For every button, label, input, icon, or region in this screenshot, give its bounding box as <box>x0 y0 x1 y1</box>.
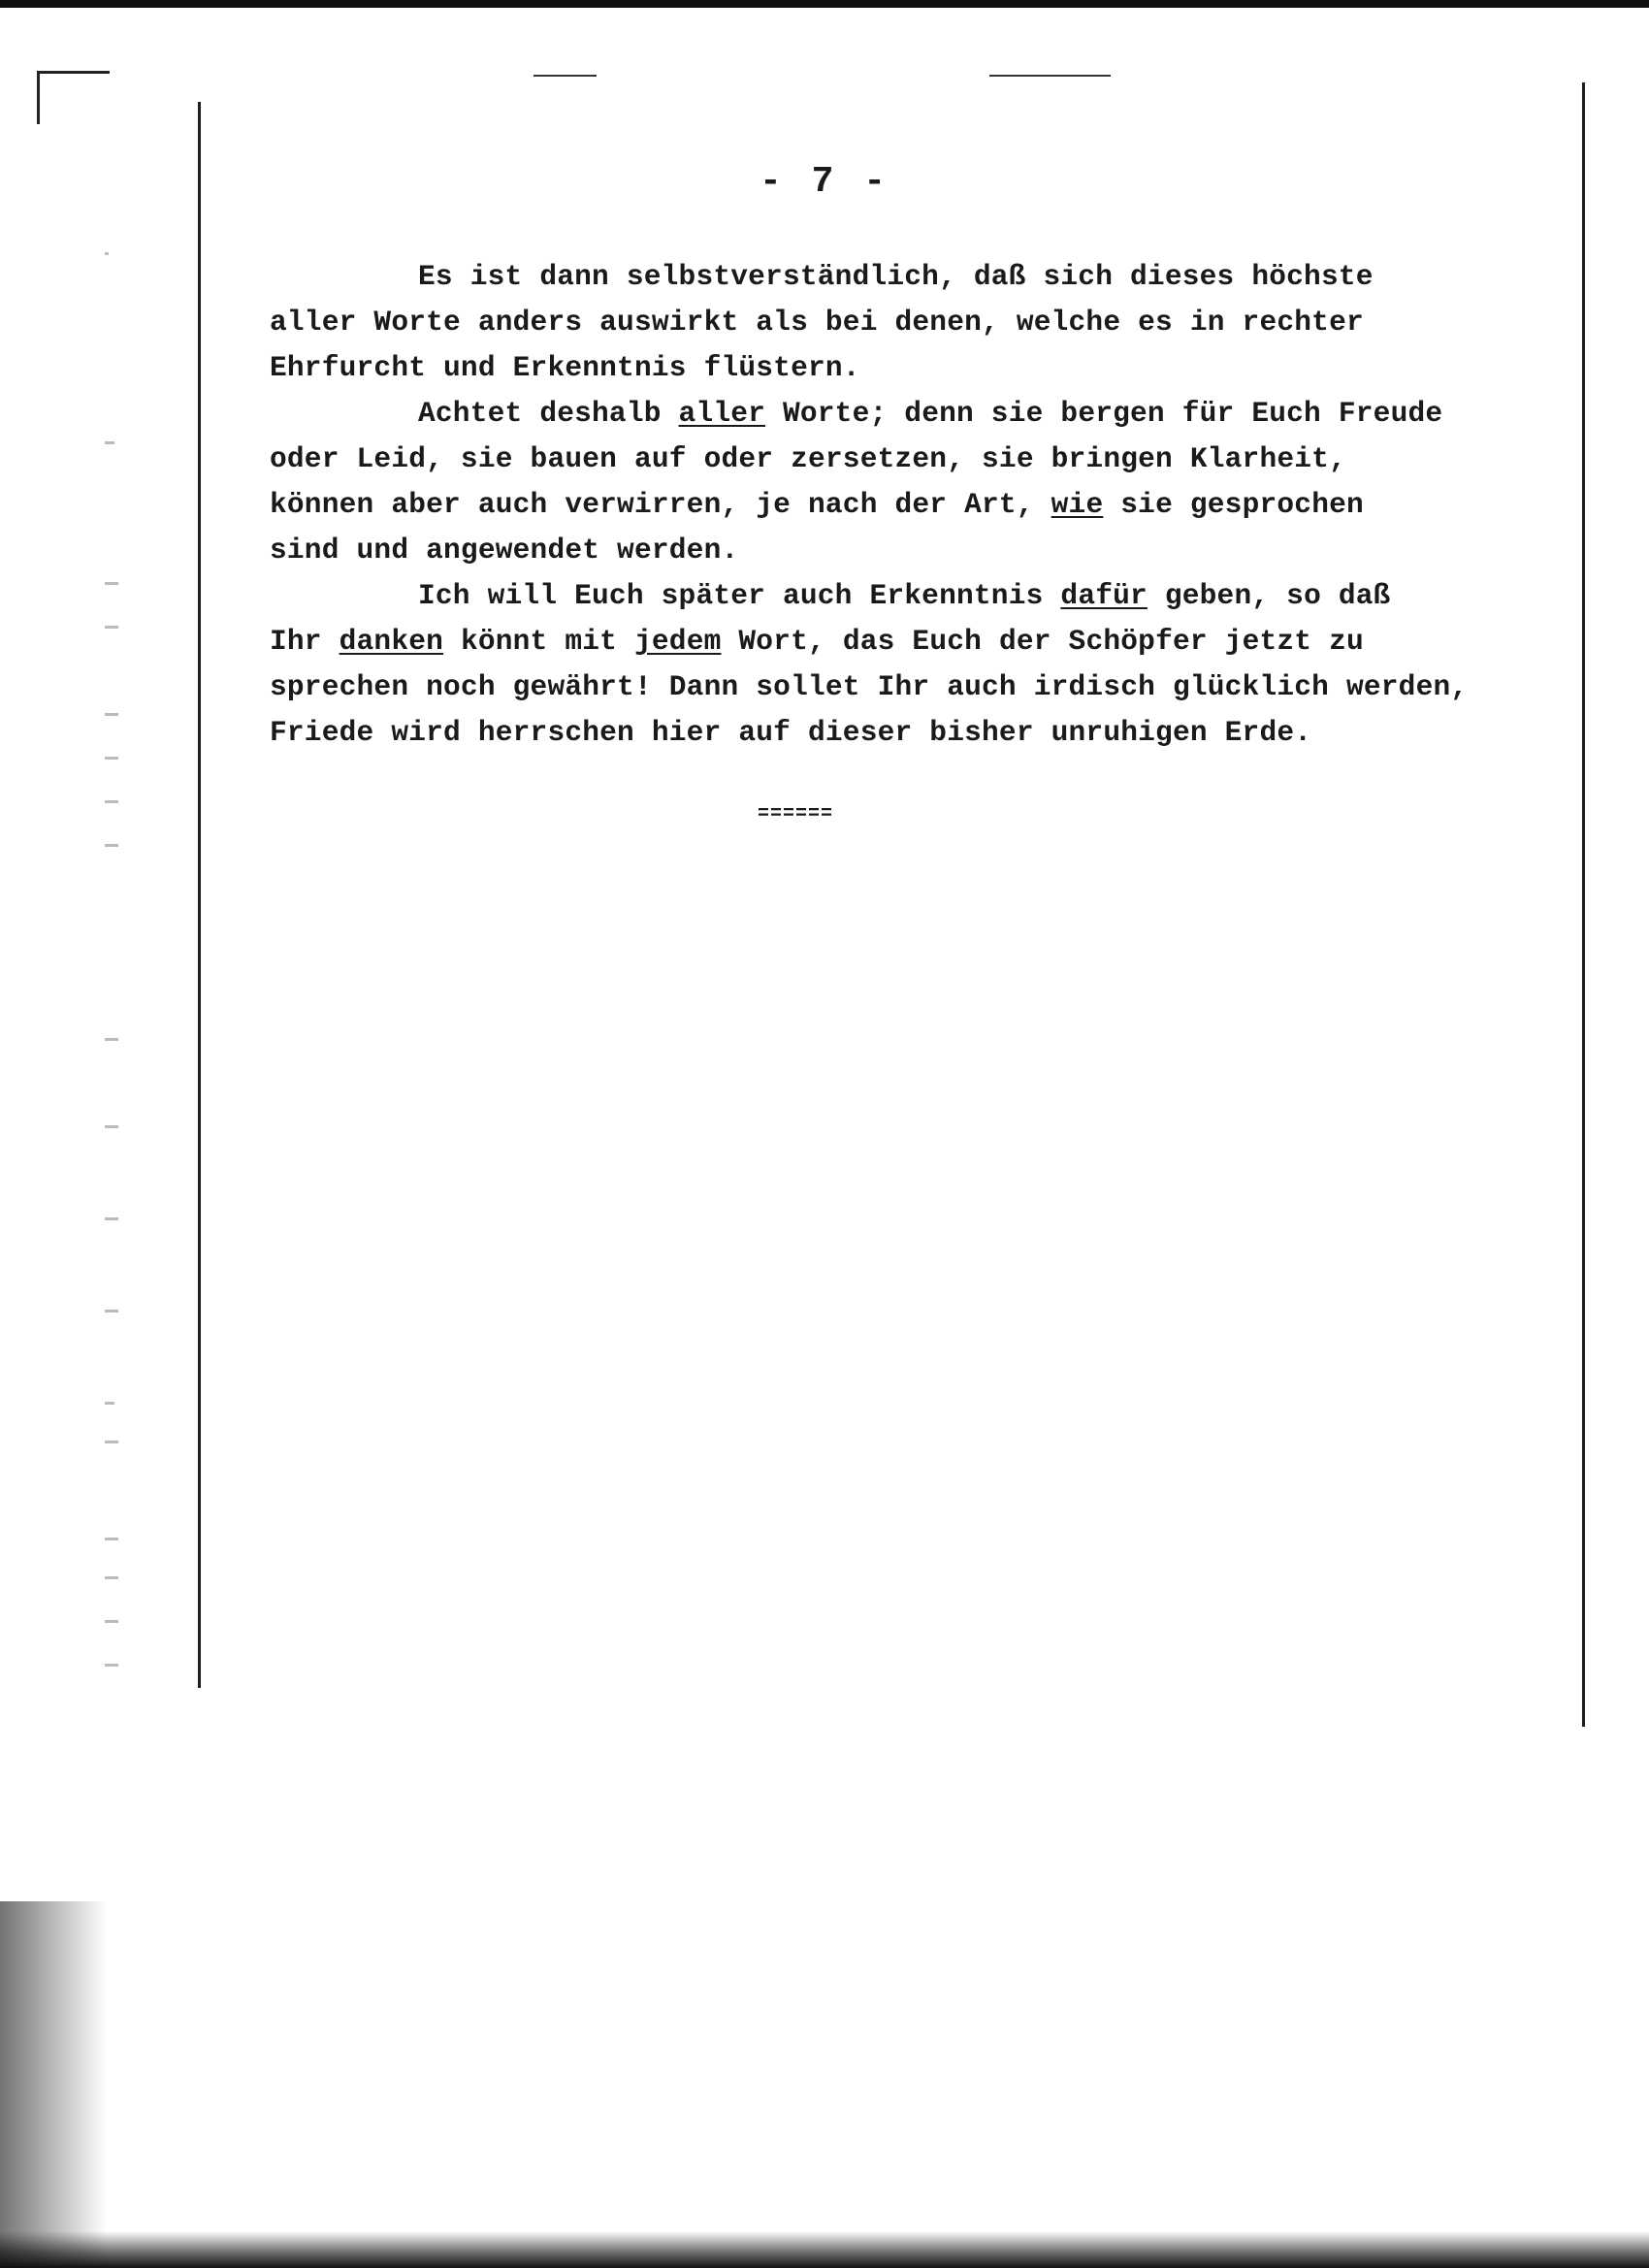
text-segment: Wort, das Euch der Schöpfer jetzt zu <box>721 625 1364 658</box>
text-line <box>270 619 1579 664</box>
text-segment: Ihr <box>270 625 340 658</box>
scan-shadow <box>0 1901 107 2268</box>
scan-top-edge <box>0 0 1649 8</box>
text-line <box>270 664 1579 710</box>
text-line <box>270 573 1579 619</box>
text-segment: Worte; denn sie bergen für Euch Freude <box>765 397 1443 430</box>
text-line <box>270 710 1579 756</box>
text-segment: Friede wird herrschen hier auf dieser bisher unruhigen Erde. <box>270 716 1312 749</box>
left-margin-rule <box>198 102 201 1688</box>
top-dash <box>989 75 1111 77</box>
text-segment: sprechen noch gewährt! Dann sollet Ihr auch irdisch glücklich werden, <box>270 670 1469 703</box>
crop-mark <box>37 71 110 74</box>
text-segment: sie gesprochen <box>1103 488 1364 521</box>
text-segment: oder Leid, sie bauen auf oder zersetzen, sie bringen Klarheit, <box>270 442 1346 475</box>
text-line <box>270 300 1579 345</box>
text-segment: geben, so daß <box>1147 579 1391 612</box>
text-segment: Es ist dann selbstverständlich, daß sich dieses höchste <box>418 260 1374 293</box>
body-text <box>270 254 1579 756</box>
text-segment: Ehrfurcht und Erkenntnis flüstern. <box>270 351 860 384</box>
underlined-word: danken <box>339 625 444 658</box>
text-segment: können aber auch verwirren, je nach der Art, <box>270 488 1051 521</box>
underlined-word: wie <box>1051 488 1104 521</box>
text-line <box>270 528 1579 573</box>
underlined-word: aller <box>678 397 766 430</box>
text-line <box>270 391 1579 437</box>
text-segment: Ich will Euch später auch Erkenntnis <box>418 579 1061 612</box>
text-line <box>270 254 1579 300</box>
text-segment: Achtet deshalb <box>418 397 679 430</box>
page-number: - 7 - <box>759 161 890 203</box>
underlined-word: dafür <box>1060 579 1148 612</box>
text-line <box>270 437 1579 482</box>
text-line <box>270 345 1579 391</box>
underlined-word: jedem <box>633 625 722 658</box>
text-segment: könnt mit <box>443 625 634 658</box>
scan-bottom-edge <box>0 2231 1649 2268</box>
section-divider: ====== <box>757 803 833 826</box>
top-dash <box>534 75 597 77</box>
right-margin-rule <box>1582 82 1585 1727</box>
text-line <box>270 482 1579 528</box>
margin-artifacts <box>105 252 144 1688</box>
text-segment: sind und angewendet werden. <box>270 534 739 567</box>
crop-mark <box>37 71 40 124</box>
text-segment: aller Worte anders auswirkt als bei denen, welche es in rechter <box>270 306 1364 339</box>
